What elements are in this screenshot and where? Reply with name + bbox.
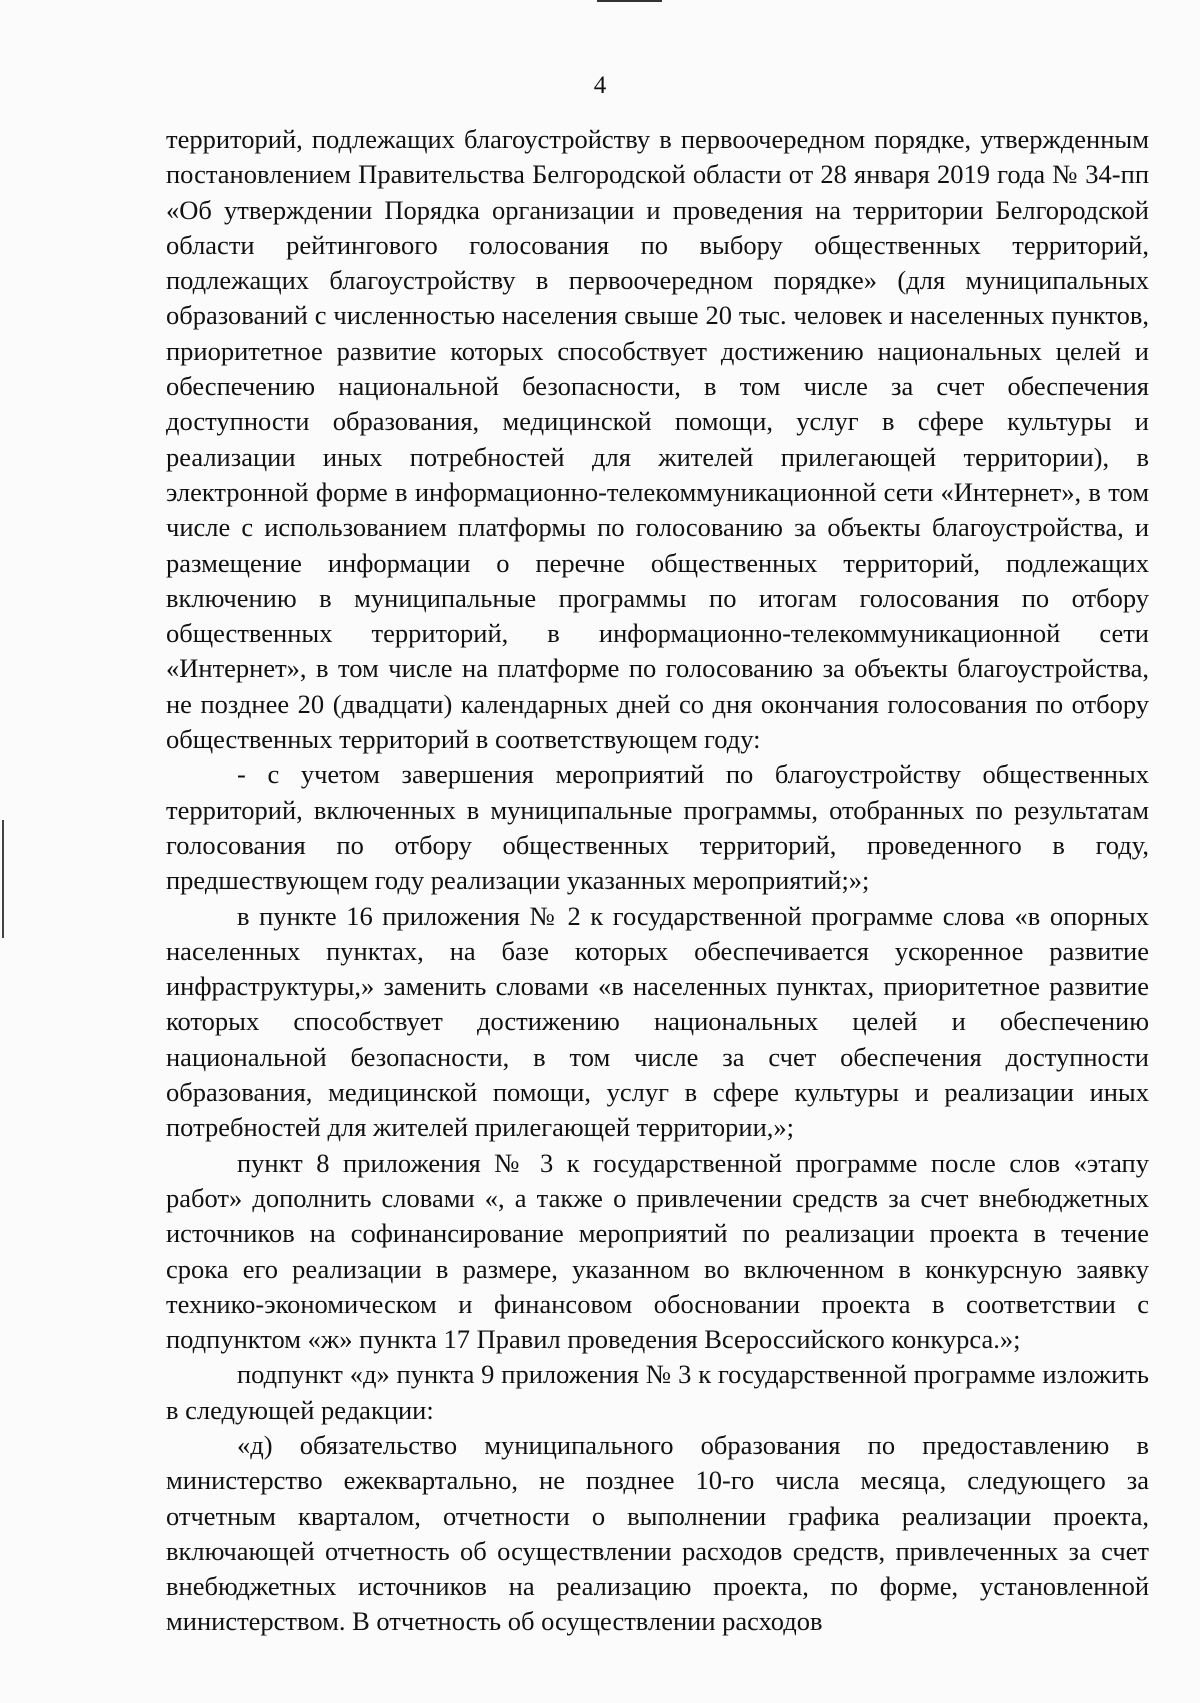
paragraph-5: подпункт «д» пункта 9 приложения № 3 к государственной программе изложить в следующей редакции:	[166, 1359, 1149, 1425]
page-number: 4	[593, 72, 607, 99]
paragraph-1: территорий, подлежащих благоустройству в первоочередном порядке, утвержденным постановлением Правительства Белгородской области от 28 января 2019 года № 34-пп «Об утверждении Порядка организации и проведения на территории Белгородской области рейтингового голосования по выбору общественных территорий, подлежащих благоустройству в первоочередном порядке» (для муниципальных образований с численностью населения свыше 20 тыс. человек и населенных пунктов, приоритетное развитие которых способствует достижению национальных целей и обеспечению национальной безопасности, в том числе за счет обеспечения доступности образования, медицинской помощи, услуг в сфере культуры и реализации иных потребностей для жителей прилегающей территории), в электронной форме в информационно-телекоммуникационной сети «Интернет», в том числе с использованием платформы по голосованию за объекты благоустройства, и размещение информации о перечне общественных территорий, подлежащих включению в муниципальные программы по итогам голосования по отбору общественных территорий, в информационно-телекоммуникационной сети «Интернет», в том числе на платформе по голосованию за объекты благоустройства, не позднее 20 (двадцати) календарных дней со дня окончания голосования по отбору общественных территорий в соответствующем году:	[166, 124, 1149, 755]
margin-mark	[2, 820, 4, 938]
document-body	[166, 122, 1149, 1640]
top-edge-rule	[597, 0, 662, 2]
paragraph-3: в пункте 16 приложения № 2 к государственной программе слова «в опорных населенных пунктах, на базе которых обеспечивается ускоренное развитие инфраструктуры,» заменить словами «в населенных пунктах, приоритетное развитие которых способствует достижению национальных целей и обеспечению национальной безопасности, в том числе за счет обеспечения доступности образования, медицинской помощи, услуг в сфере культуры и реализации иных потребностей для жителей прилегающей территории,»;	[166, 900, 1149, 1143]
paragraph-2: - с учетом завершения мероприятий по благоустройству общественных территорий, включенных в муниципальные программы, отобранных по результатам голосования по отбору общественных территорий, проведенного в году, предшествующем году реализации указанных мероприятий;»;	[166, 759, 1149, 896]
paragraph-4: пункт 8 приложения № 3 к государственной программе после слов «этапу работ» дополнить словами «, а также о привлечении средств за счет внебюджетных источников на софинансирование мероприятий по реализации проекта в течение срока его реализации в размере, указанном во включенном в конкурсную заявку технико-экономическом и финансовом обосновании проекта в соответствии с подпунктом «ж» пункта 17 Правил проведения Всероссийского конкурса.»;	[166, 1147, 1149, 1355]
paragraph-6: «д) обязательство муниципального образования по предоставлению в министерство ежеквартально, не позднее 10-го числа месяца, следующего за отчетным кварталом, отчетности о выполнении графика реализации проекта, включающей отчетность об осуществлении расходов средств, привлеченных за счет внебюджетных источников на реализацию проекта, по форме, установленной министерством. В отчетность об осуществлении расходов	[166, 1429, 1149, 1637]
